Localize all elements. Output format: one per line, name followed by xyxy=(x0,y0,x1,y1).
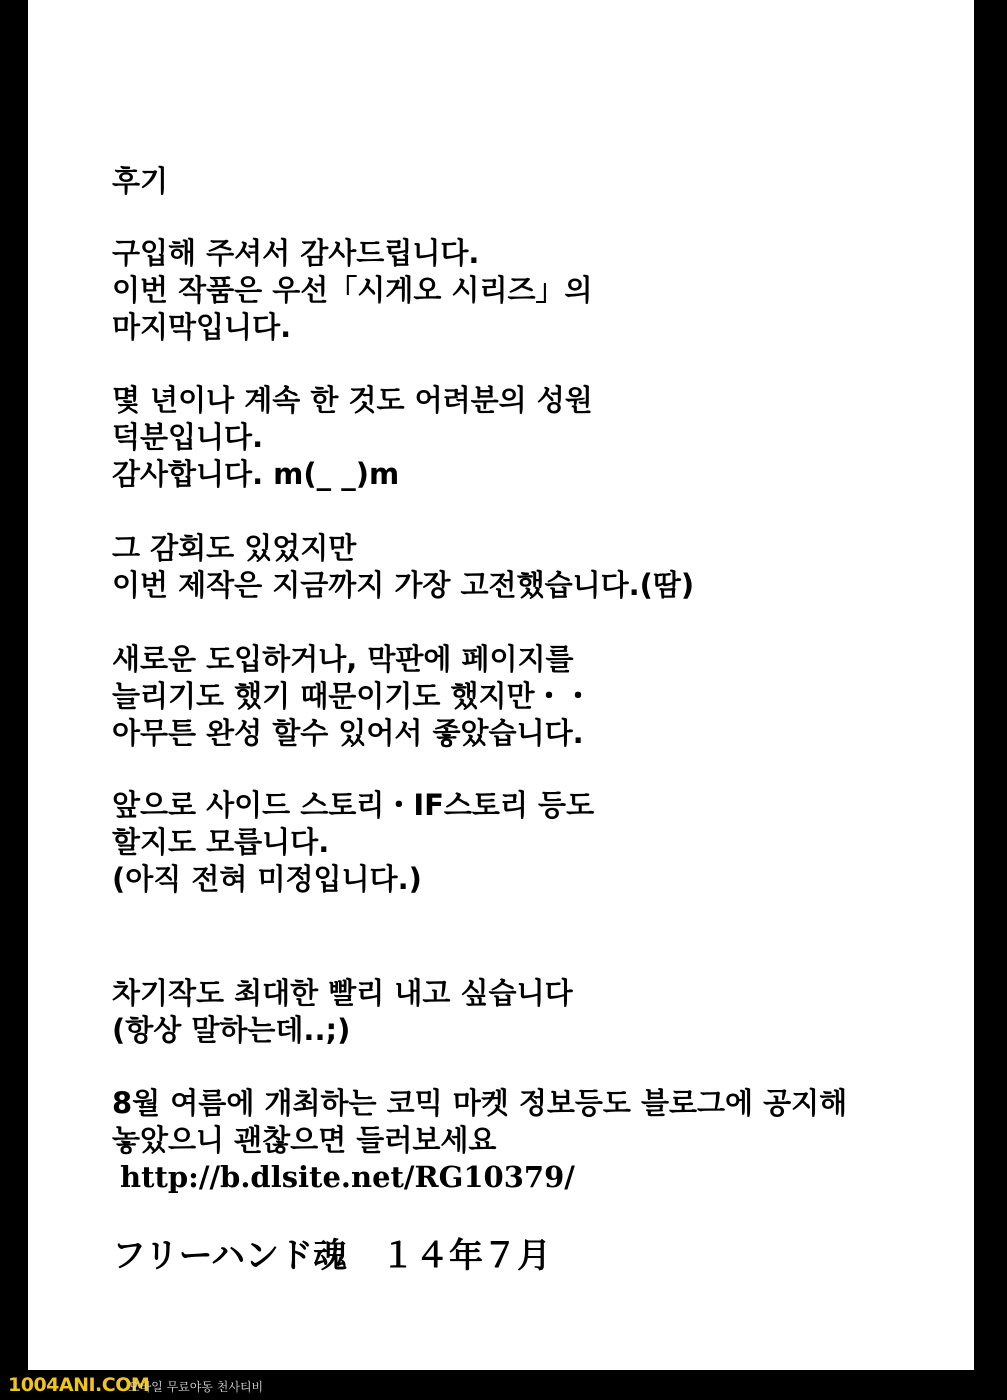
paragraph-line: 구입해 주셔서 감사드립니다. xyxy=(112,236,480,270)
paragraph-line: 아무튼 완성 할수 있어서 좋았습니다. xyxy=(112,716,584,750)
paragraph-line: 놓았으니 괜찮으면 들러보세요 xyxy=(112,1123,497,1157)
paragraph-5 xyxy=(112,787,594,898)
paragraph-3 xyxy=(112,530,694,604)
paragraph-line: 늘리기도 했기 때문이기도 했지만・・ xyxy=(112,679,593,713)
paragraph-line: 그 감회도 있었지만 xyxy=(112,531,357,565)
paragraph-line: 새로운 도입하거나, 막판에 페이지를 xyxy=(112,642,574,676)
afterword-heading xyxy=(112,163,168,200)
blog-url: http://b.dlsite.net/RG10379/ xyxy=(120,1160,575,1194)
paragraph-line: 차기작도 최대한 빨리 내고 싶습니다 xyxy=(112,976,573,1010)
paragraph-line: 8월 여름에 개최하는 코믹 마켓 정보등도 블로그에 공지해 xyxy=(112,1086,848,1120)
paragraph-line: 이번 작품은 우선「시게오 시리즈」의 xyxy=(112,273,593,307)
paragraph-line: 할지도 모릅니다. xyxy=(112,825,330,859)
paragraph-line: 감사합니다. m(_ _)m xyxy=(112,457,400,491)
paragraph-7 xyxy=(112,1085,847,1196)
footer-bar xyxy=(0,1370,1007,1400)
paragraph-6 xyxy=(112,975,573,1049)
site-tagline: 모바일 무료야동 천사티비 xyxy=(128,1380,264,1394)
paragraph-1 xyxy=(112,235,593,346)
paragraph-line: 덕분입니다. xyxy=(112,420,264,454)
paragraph-line: (아직 전혀 미정입니다.) xyxy=(112,862,422,896)
paragraph-4 xyxy=(112,641,593,752)
heading-text: 후기 xyxy=(112,164,169,198)
paragraph-2 xyxy=(112,382,593,493)
paragraph-line: (항상 말하는데..;) xyxy=(112,1013,351,1047)
paragraph-line: 이번 제작은 지금까지 가장 고전했습니다.(땀) xyxy=(112,568,695,602)
paragraph-line: 마지막입니다. xyxy=(112,310,292,344)
paragraph-line: 앞으로 사이드 스토리・IF스토리 등도 xyxy=(112,788,595,822)
site-logo: 1004ANI.COM xyxy=(8,1374,150,1396)
author-signature: フリーハンド魂 １４年７月 xyxy=(112,1236,551,1276)
paragraph-line: 몇 년이나 계속 한 것도 어려분의 성원 xyxy=(112,383,593,417)
